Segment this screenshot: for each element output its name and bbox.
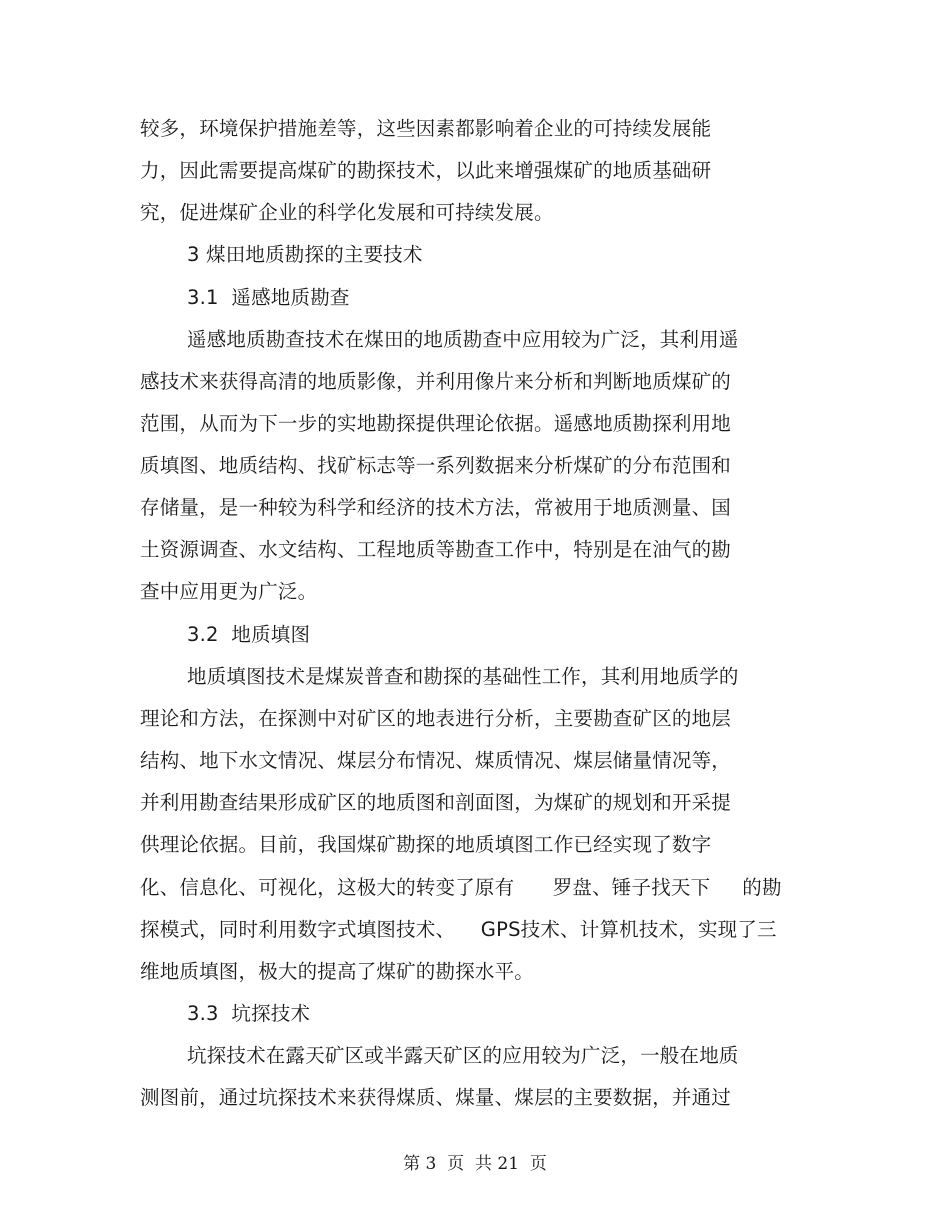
subsection-heading: 3.3 坑探技术: [187, 1002, 311, 1025]
text-line: 力，因此需要提高煤矿的勘探技术，以此来增强煤矿的地质基础研: [140, 159, 712, 182]
text-line: 土资源调查、水文结构、工程地质等勘查工作中，特别是在油气的勘: [140, 538, 732, 561]
text-line: 究，促进煤矿企业的科学化发展和可持续发展。: [140, 201, 554, 224]
text-line: 感技术来获得高清的地质影像，并利用像片来分析和判断地质煤矿的: [140, 370, 732, 393]
text-line: 查中应用更为广泛。: [140, 580, 318, 603]
subsection-heading: 3.1 遥感地质勘查: [187, 286, 350, 309]
section-heading: 3 煤田地质勘探的主要技术: [187, 243, 423, 266]
subsection-heading: 3.2 地质填图: [187, 623, 311, 646]
text-line: 维地质填图，极大的提高了煤矿的勘探水平。: [140, 960, 535, 983]
text-line: 范围，从而为下一步的实地勘探提供理论依据。遥感地质勘探利用地: [140, 412, 732, 435]
text-line: 结构、地下水文情况、煤层分布情况、煤质情况、煤层储量情况等，: [140, 749, 732, 772]
text-line: 坑探技术在露天矿区或半露天矿区的应用较为广泛，一般在地质: [187, 1044, 739, 1067]
text-line: 遥感地质勘查技术在煤田的地质勘查中应用较为广泛，其利用遥: [187, 328, 739, 351]
text-line: 探模式，同时利用数字式填图技术、 GPS技术、计算机技术，实现了三: [140, 918, 777, 941]
text-line: 测图前，通过坑探技术来获得煤质、煤量、煤层的主要数据，并通过: [140, 1086, 732, 1109]
page-number-footer: 第 3 页 共 21 页: [403, 1154, 547, 1174]
text-line: 并利用勘查结果形成矿区的地质图和剖面图，为煤矿的规划和开采提: [140, 791, 732, 814]
text-line: 供理论依据。目前，我国煤矿勘探的地质填图工作已经实现了数字: [140, 833, 712, 856]
text-line: 理论和方法，在探测中对矿区的地表进行分析，主要勘查矿区的地层: [140, 707, 732, 730]
text-line: 存储量，是一种较为科学和经济的技术方法，常被用于地质测量、国: [140, 496, 732, 519]
text-line: 化、信息化、可视化，这极大的转变了原有 罗盘、锤子找天下 的勘: [140, 876, 782, 899]
text-line: 质填图、地质结构、找矿标志等一系列数据来分析煤矿的分布范围和: [140, 454, 732, 477]
text-line: 地质填图技术是煤炭普查和勘探的基础性工作，其利用地质学的: [187, 665, 739, 688]
text-line: 较多，环境保护措施差等，这些因素都影响着企业的可持续发展能: [140, 117, 712, 140]
